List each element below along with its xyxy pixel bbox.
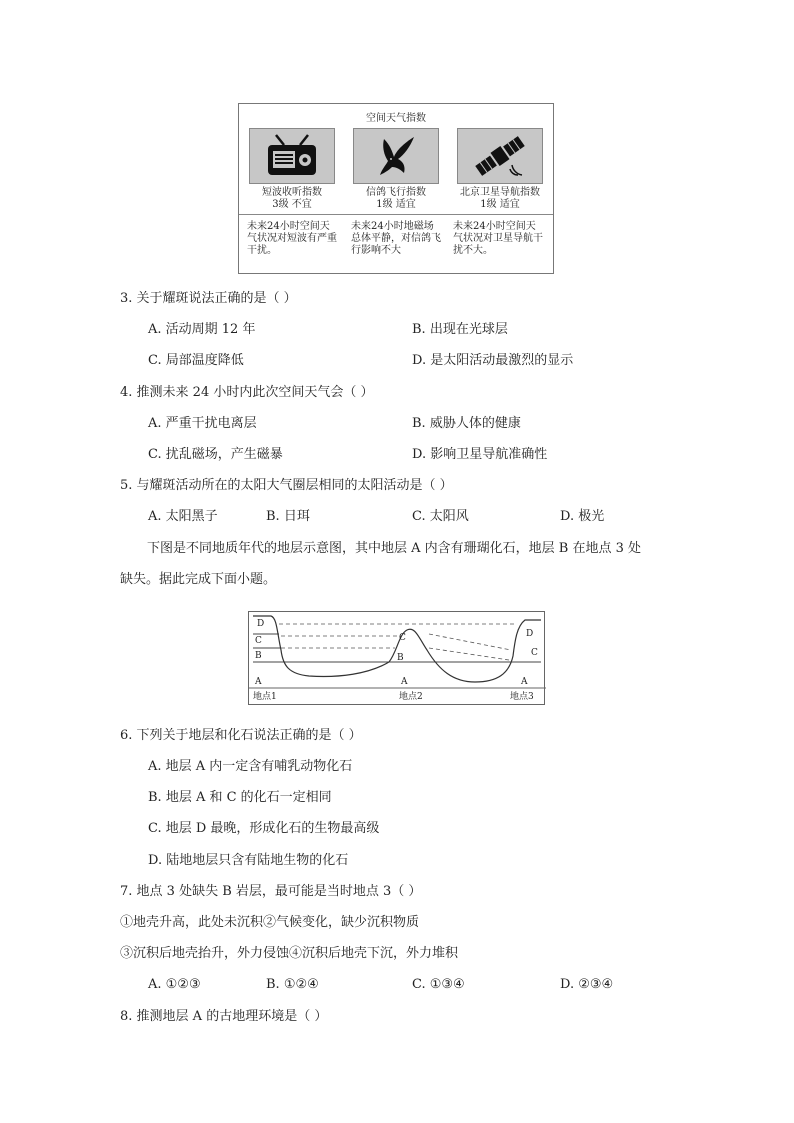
- layer-label-a: A: [401, 677, 408, 687]
- q5-option-b[interactable]: B. 日珥: [266, 509, 310, 524]
- site-label-3: 地点3: [510, 692, 534, 702]
- q6-option-b[interactable]: B. 地层 A 和 C 的化石一定相同: [148, 790, 332, 805]
- q3-option-b[interactable]: B. 出现在光球层: [412, 322, 508, 337]
- index-description: 未来24小时地磁场总体平静，对信鸽飞行影响不大: [351, 221, 441, 256]
- layer-label-b: B: [397, 653, 404, 663]
- passage-line-1: 下图是不同地质年代的地层示意图，其中地层 A 内含有珊瑚化石，地层 B 在地点 3 处: [147, 541, 642, 556]
- layer-label-d: D: [526, 629, 534, 639]
- passage-line-2: 缺失。据此完成下面小题。: [120, 572, 277, 587]
- layer-label-c: C: [399, 633, 406, 643]
- pigeon-icon: [353, 128, 439, 184]
- q3-option-c[interactable]: C. 局部温度降低: [148, 353, 244, 368]
- index-name: 短波收听指数: [262, 187, 322, 198]
- layer-label-d: D: [257, 619, 265, 629]
- q4-option-d[interactable]: D. 影响卫星导航准确性: [412, 447, 548, 462]
- index-card-shortwave: [249, 128, 335, 211]
- layer-label-c: C: [255, 636, 262, 646]
- q7-statements-2: ③沉积后地壳抬升，外力侵蚀④沉积后地壳下沉，外力堆积: [120, 946, 459, 961]
- question-5-stem: 5. 与耀斑活动所在的太阳大气圈层相同的太阳活动是（ ）: [120, 478, 453, 493]
- q6-option-a[interactable]: A. 地层 A 内一定含有哺乳动物化石: [148, 759, 353, 774]
- q3-option-d[interactable]: D. 是太阳活动最激烈的显示: [412, 353, 574, 368]
- question-4-stem: 4. 推测未来 24 小时内此次空间天气会（ ）: [120, 385, 374, 400]
- satellite-icon: [457, 128, 543, 184]
- q7-statements-1: ①地壳升高，此处未沉积②气候变化，缺少沉积物质: [120, 915, 420, 930]
- radio-icon: [249, 128, 335, 184]
- q4-option-b[interactable]: B. 威胁人体的健康: [412, 416, 521, 431]
- q5-option-a[interactable]: A. 太阳黑子: [148, 509, 218, 524]
- q5-option-c[interactable]: C. 太阳风: [412, 509, 469, 524]
- q4-option-a[interactable]: A. 严重干扰电离层: [148, 416, 257, 431]
- q3-option-a[interactable]: A. 活动周期 12 年: [148, 322, 256, 337]
- layer-label-a: A: [521, 677, 528, 687]
- index-description: 未来24小时空间天气状况对短波有严重干扰。: [247, 221, 337, 256]
- index-description: 未来24小时空间天气状况对卫星导航干扰不大。: [453, 221, 543, 256]
- q7-option-b[interactable]: B. ①②④: [266, 977, 319, 992]
- index-level: 1级 适宜: [376, 199, 416, 210]
- space-weather-figure: [238, 103, 554, 274]
- index-name: 信鸽飞行指数: [366, 187, 426, 198]
- site-label-1: 地点1: [253, 692, 277, 702]
- divider: [239, 214, 553, 215]
- layer-label-a: A: [255, 677, 262, 687]
- index-level: 1级 适宜: [480, 199, 520, 210]
- q6-option-c[interactable]: C. 地层 D 最晚，形成化石的生物最高级: [148, 821, 380, 836]
- question-7-stem: 7. 地点 3 处缺失 B 岩层，最可能是当时地点 3（ ）: [120, 884, 422, 899]
- index-card-satellite: [457, 128, 543, 211]
- index-name: 北京卫星导航指数: [460, 187, 540, 198]
- index-level: 3级 不宜: [272, 199, 312, 210]
- question-8-stem: 8. 推测地层 A 的古地理环境是（ ）: [120, 1009, 328, 1024]
- q4-option-c[interactable]: C. 扰乱磁场，产生磁暴: [148, 447, 283, 462]
- q7-option-c[interactable]: C. ①③④: [412, 977, 465, 992]
- figure-title: 空间天气指数: [366, 113, 426, 124]
- q7-option-d[interactable]: D. ②③④: [560, 977, 614, 992]
- site-label-2: 地点2: [399, 692, 423, 702]
- question-3-stem: 3. 关于耀斑说法正确的是（ ）: [120, 291, 297, 306]
- strata-diagram: [248, 611, 545, 705]
- layer-label-c: C: [531, 648, 538, 658]
- question-6-stem: 6. 下列关于地层和化石说法正确的是（ ）: [120, 728, 362, 743]
- q7-option-a[interactable]: A. ①②③: [148, 977, 201, 992]
- q6-option-d[interactable]: D. 陆地地层只含有陆地生物的化石: [148, 853, 349, 868]
- index-card-pigeon: [353, 128, 439, 211]
- q5-option-d[interactable]: D. 极光: [560, 509, 605, 524]
- layer-label-b: B: [255, 651, 262, 661]
